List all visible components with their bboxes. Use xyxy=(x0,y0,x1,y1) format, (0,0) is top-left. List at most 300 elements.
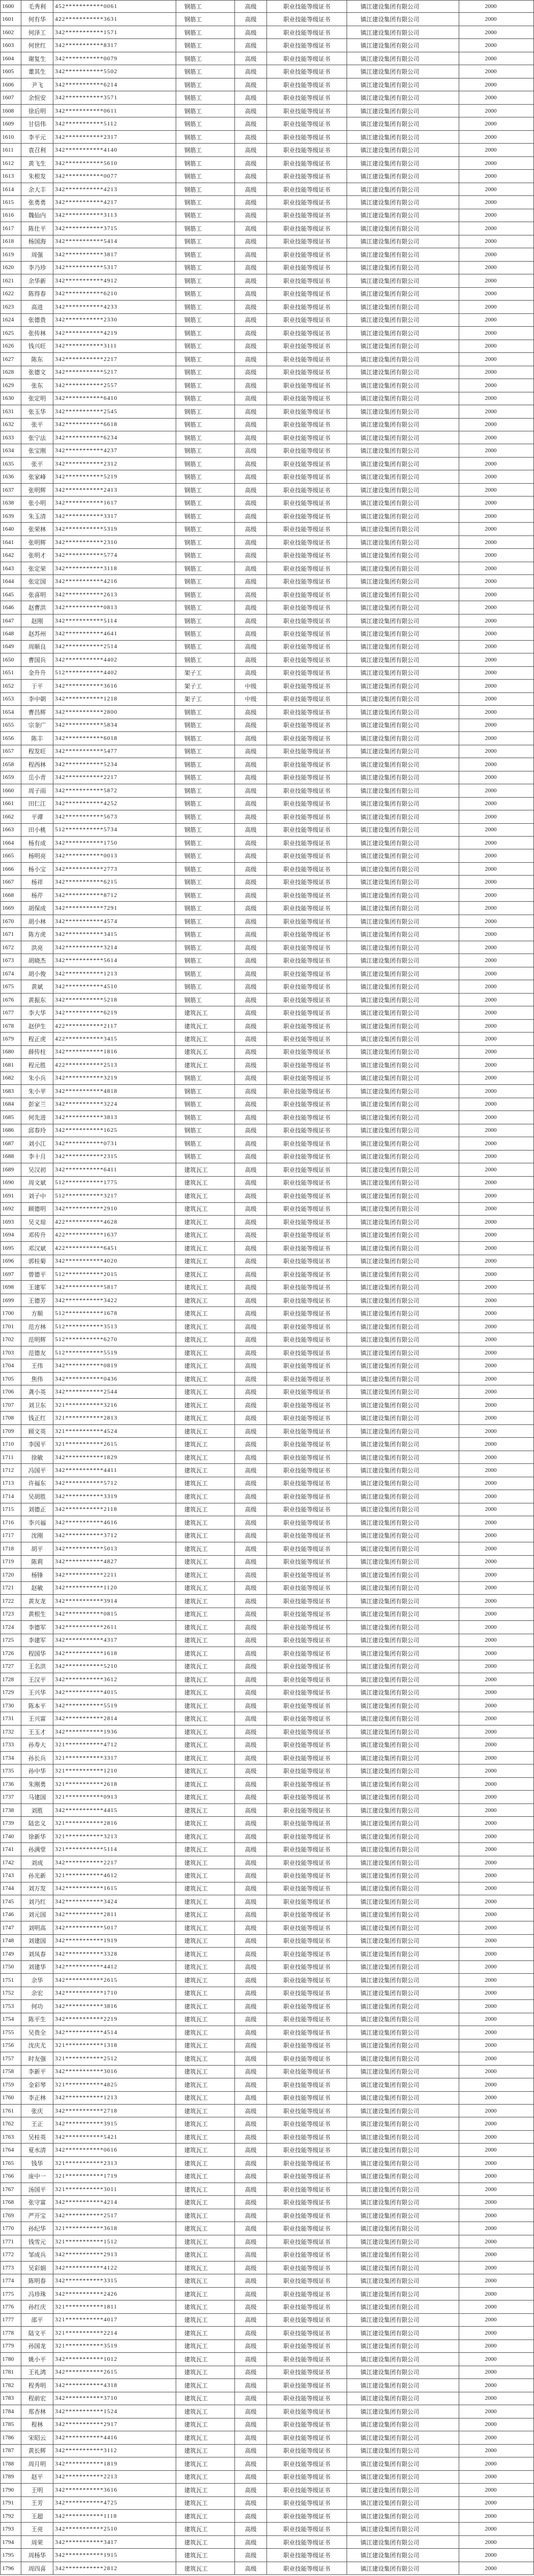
cell-company: 镇江建设集团有限公司 xyxy=(347,2196,459,2208)
cell-certificate: 职业技能等级证书 xyxy=(267,1046,347,1058)
cell-level: 高级 xyxy=(235,667,267,679)
cell-occupation: 建筑瓦工 xyxy=(176,1738,235,1751)
cell-level: 中级 xyxy=(235,693,267,705)
cell-row-number: 1684 xyxy=(0,1098,21,1110)
cell-amount: 2000 xyxy=(459,1451,534,1463)
cell-row-number: 1680 xyxy=(0,1046,21,1058)
cell-certificate: 职业技能等级证书 xyxy=(267,52,347,65)
cell-company: 镇江建设集团有限公司 xyxy=(347,327,459,339)
cell-level: 高级 xyxy=(235,1373,267,1385)
table-row xyxy=(0,327,534,340)
cell-row-number: 1606 xyxy=(0,78,21,91)
cell-level: 高级 xyxy=(235,2484,267,2496)
cell-row-number: 1716 xyxy=(0,1516,21,1529)
cell-occupation: 钢筋工 xyxy=(176,458,235,470)
cell-company: 镇江建设集团有限公司 xyxy=(347,1634,459,1647)
cell-level: 高级 xyxy=(235,849,267,862)
cell-row-number: 1677 xyxy=(0,1006,21,1019)
cell-amount: 2000 xyxy=(459,157,534,169)
cell-name: 顾文英 xyxy=(21,1425,53,1437)
cell-level: 高级 xyxy=(235,1020,267,1032)
cell-amount: 2000 xyxy=(459,863,534,875)
cell-amount: 2000 xyxy=(459,405,534,417)
cell-row-number: 1633 xyxy=(0,431,21,444)
cell-certificate: 职业技能等级证书 xyxy=(267,2131,347,2143)
cell-certificate: 职业技能等级证书 xyxy=(267,1530,347,1542)
cell-company: 镇江建设集团有限公司 xyxy=(347,2235,459,2248)
cell-level: 高级 xyxy=(235,1229,267,1241)
cell-level: 高级 xyxy=(235,889,267,901)
cell-amount: 2000 xyxy=(459,1333,534,1345)
cell-certificate: 职业技能等级证书 xyxy=(267,274,347,287)
cell-amount: 2000 xyxy=(459,2105,534,2117)
cell-amount: 2000 xyxy=(459,1255,534,1267)
cell-amount: 2000 xyxy=(459,1673,534,1685)
cell-company: 镇江建设集团有限公司 xyxy=(347,1,459,12)
cell-level: 高级 xyxy=(235,288,267,300)
cell-certificate: 职业技能等级证书 xyxy=(267,405,347,417)
cell-name: 刘明高 xyxy=(21,1921,53,1934)
table-row xyxy=(0,1399,534,1412)
cell-name: 周子雨 xyxy=(21,784,53,797)
cell-level: 高级 xyxy=(235,2457,267,2470)
table-row xyxy=(0,784,534,797)
cell-company: 镇江建设集团有限公司 xyxy=(347,1216,459,1228)
cell-row-number: 1757 xyxy=(0,2052,21,2065)
cell-id-number: 342***********5218 xyxy=(53,994,176,1006)
cell-level: 高级 xyxy=(235,183,267,195)
cell-name: 严开宝 xyxy=(21,2209,53,2221)
cell-id-number: 342***********4912 xyxy=(53,274,176,287)
cell-company: 镇江建设集团有限公司 xyxy=(347,523,459,535)
cell-row-number: 1610 xyxy=(0,131,21,143)
cell-company: 镇江建设集团有限公司 xyxy=(347,1137,459,1149)
table-row xyxy=(0,1059,534,1072)
cell-level: 高级 xyxy=(235,1804,267,1816)
cell-name: 杨有成 xyxy=(21,837,53,849)
cell-company: 镇江建设集团有限公司 xyxy=(347,2379,459,2391)
cell-name: 程元胜 xyxy=(21,1059,53,1071)
cell-amount: 2000 xyxy=(459,2445,534,2457)
cell-name: 王芳 xyxy=(21,2497,53,2509)
cell-company: 镇江建设集团有限公司 xyxy=(347,405,459,417)
cell-company: 镇江建设集团有限公司 xyxy=(347,1647,459,1659)
cell-level: 高级 xyxy=(235,1738,267,1751)
cell-amount: 2000 xyxy=(459,2000,534,2012)
cell-amount: 2000 xyxy=(459,1359,534,1372)
cell-occupation: 钢筋工 xyxy=(176,209,235,222)
cell-name: 邱春玲 xyxy=(21,1124,53,1137)
cell-amount: 2000 xyxy=(459,2262,534,2274)
cell-amount: 2000 xyxy=(459,1151,534,1163)
cell-name: 何世红 xyxy=(21,39,53,51)
cell-amount: 2000 xyxy=(459,353,534,365)
cell-certificate: 职业技能等级证书 xyxy=(267,1974,347,1986)
cell-company: 镇江建设集团有限公司 xyxy=(347,392,459,405)
cell-company: 镇江建设集团有限公司 xyxy=(347,1177,459,1189)
cell-id-number: 342***********1213 xyxy=(53,2092,176,2104)
cell-certificate: 职业技能等级证书 xyxy=(267,2484,347,2496)
table-row xyxy=(0,2039,534,2052)
cell-amount: 2000 xyxy=(459,288,534,300)
cell-level: 高级 xyxy=(235,1320,267,1333)
cell-name: 陈方虎 xyxy=(21,928,53,940)
cell-row-number: 1608 xyxy=(0,105,21,117)
cell-level: 高级 xyxy=(235,1111,267,1123)
cell-level: 高级 xyxy=(235,575,267,587)
cell-name: 陈仕平 xyxy=(21,222,53,234)
cell-certificate: 职业技能等级证书 xyxy=(267,1438,347,1450)
cell-name: 余宏 xyxy=(21,1987,53,1999)
cell-company: 镇江建设集团有限公司 xyxy=(347,2144,459,2156)
cell-id-number: 342***********2545 xyxy=(53,405,176,417)
cell-certificate: 职业技能等级证书 xyxy=(267,366,347,379)
cell-occupation: 建筑瓦工 xyxy=(176,1791,235,1803)
table-row xyxy=(0,235,534,248)
cell-occupation: 建筑瓦工 xyxy=(176,1399,235,1411)
cell-amount: 2000 xyxy=(459,615,534,627)
cell-name: 刘小江 xyxy=(21,1137,53,1149)
table-row xyxy=(0,1569,534,1581)
cell-row-number: 1775 xyxy=(0,2288,21,2300)
cell-occupation: 建筑瓦工 xyxy=(176,2536,235,2548)
cell-certificate: 职业技能等级证书 xyxy=(267,1634,347,1647)
cell-row-number: 1732 xyxy=(0,1726,21,1738)
cell-id-number: 342***********2615 xyxy=(53,1974,176,1986)
cell-row-number: 1778 xyxy=(0,2327,21,2339)
cell-company: 镇江建设集团有限公司 xyxy=(347,1124,459,1137)
cell-amount: 2000 xyxy=(459,1961,534,1973)
cell-company: 镇江建设集团有限公司 xyxy=(347,994,459,1006)
cell-company: 镇江建设集团有限公司 xyxy=(347,2262,459,2274)
cell-amount: 2000 xyxy=(459,1869,534,1881)
table-row xyxy=(0,431,534,444)
table-row xyxy=(0,1530,534,1542)
cell-amount: 2000 xyxy=(459,2131,534,2143)
table-row xyxy=(0,1712,534,1725)
table-row xyxy=(0,902,534,915)
cell-row-number: 1640 xyxy=(0,523,21,535)
cell-company: 镇江建设集团有限公司 xyxy=(347,2066,459,2078)
cell-level: 高级 xyxy=(235,758,267,770)
cell-amount: 2000 xyxy=(459,2026,534,2038)
cell-amount: 2000 xyxy=(459,78,534,91)
cell-amount: 2000 xyxy=(459,1242,534,1254)
table-row xyxy=(0,26,534,39)
cell-company: 镇江建设集团有限公司 xyxy=(347,1320,459,1333)
cell-certificate: 职业技能等级证书 xyxy=(267,470,347,483)
cell-company: 镇江建设集团有限公司 xyxy=(347,52,459,65)
cell-level: 高级 xyxy=(235,78,267,91)
cell-occupation: 钢筋工 xyxy=(176,183,235,195)
cell-id-number: 342***********3113 xyxy=(53,209,176,222)
cell-occupation: 建筑瓦工 xyxy=(176,1516,235,1529)
cell-occupation: 钢筋工 xyxy=(176,105,235,117)
cell-id-number: 342***********2426 xyxy=(53,2288,176,2300)
cell-occupation: 建筑瓦工 xyxy=(176,1699,235,1712)
cell-name: 曹昌辉 xyxy=(21,706,53,718)
cell-row-number: 1786 xyxy=(0,2431,21,2444)
cell-row-number: 1699 xyxy=(0,1294,21,1306)
cell-company: 镇江建设集团有限公司 xyxy=(347,1359,459,1372)
cell-id-number: 342***********2219 xyxy=(53,2013,176,2026)
cell-amount: 2000 xyxy=(459,1882,534,1895)
cell-amount: 2000 xyxy=(459,262,534,274)
table-row xyxy=(0,2262,534,2274)
cell-row-number: 1782 xyxy=(0,2379,21,2391)
cell-company: 镇江建设集团有限公司 xyxy=(347,2471,459,2483)
cell-level: 高级 xyxy=(235,1764,267,1777)
cell-id-number: 321***********1811 xyxy=(53,2301,176,2313)
table-row xyxy=(0,1948,534,1960)
cell-company: 镇江建设集团有限公司 xyxy=(347,1490,459,1502)
cell-level: 高级 xyxy=(235,876,267,888)
table-row xyxy=(0,1477,534,1490)
cell-occupation: 建筑瓦工 xyxy=(176,2392,235,2405)
table-row xyxy=(0,470,534,483)
cell-certificate: 职业技能等级证书 xyxy=(267,1020,347,1032)
cell-occupation: 建筑瓦工 xyxy=(176,2196,235,2208)
cell-name: 李乃珍 xyxy=(21,262,53,274)
cell-name: 王明 xyxy=(21,2484,53,2496)
cell-id-number: 342***********2812 xyxy=(53,2562,176,2574)
cell-amount: 2000 xyxy=(459,1738,534,1751)
cell-certificate: 职业技能等级证书 xyxy=(267,745,347,758)
cell-row-number: 1613 xyxy=(0,170,21,182)
cell-company: 镇江建设集团有限公司 xyxy=(347,2314,459,2326)
cell-certificate: 职业技能等级证书 xyxy=(267,719,347,731)
cell-level: 高级 xyxy=(235,2026,267,2038)
cell-company: 镇江建设集团有限公司 xyxy=(347,1530,459,1542)
cell-company: 镇江建设集团有限公司 xyxy=(347,1830,459,1842)
cell-row-number: 1683 xyxy=(0,1085,21,1097)
cell-name: 邹成兵 xyxy=(21,2248,53,2260)
cell-company: 镇江建设集团有限公司 xyxy=(347,1764,459,1777)
cell-company: 镇江建设集团有限公司 xyxy=(347,235,459,248)
cell-level: 高级 xyxy=(235,1948,267,1960)
cell-level: 高级 xyxy=(235,1752,267,1764)
cell-certificate: 职业技能等级证书 xyxy=(267,1385,347,1398)
cell-occupation: 建筑瓦工 xyxy=(176,2026,235,2038)
cell-id-number: 342***********6219 xyxy=(53,1006,176,1019)
cell-amount: 2000 xyxy=(459,2144,534,2156)
cell-id-number: 342***********4412 xyxy=(53,1961,176,1973)
table-row xyxy=(0,117,534,130)
cell-level: 高级 xyxy=(235,2000,267,2012)
cell-occupation: 钢筋工 xyxy=(176,732,235,744)
cell-row-number: 1710 xyxy=(0,1438,21,1450)
cell-id-number: 342***********3817 xyxy=(53,248,176,261)
cell-row-number: 1638 xyxy=(0,497,21,509)
cell-level: 高级 xyxy=(235,444,267,456)
cell-certificate: 职业技能等级证书 xyxy=(267,2523,347,2535)
cell-occupation: 钢筋工 xyxy=(176,824,235,836)
cell-name: 薛传柱 xyxy=(21,1046,53,1058)
table-row xyxy=(0,1307,534,1320)
cell-certificate: 职业技能等级证书 xyxy=(267,2026,347,2038)
cell-company: 镇江建设集团有限公司 xyxy=(347,1895,459,1908)
cell-amount: 2000 xyxy=(459,196,534,208)
cell-level: 高级 xyxy=(235,1569,267,1581)
cell-name: 王正 xyxy=(21,2117,53,2130)
cell-amount: 2000 xyxy=(459,2301,534,2313)
table-row xyxy=(0,2117,534,2130)
cell-occupation: 钢筋工 xyxy=(176,641,235,653)
cell-name: 周月明 xyxy=(21,2457,53,2470)
table-row xyxy=(0,2497,534,2510)
cell-company: 镇江建设集团有限公司 xyxy=(347,1804,459,1816)
cell-occupation: 建筑瓦工 xyxy=(176,2157,235,2169)
cell-row-number: 1647 xyxy=(0,615,21,627)
cell-level: 高级 xyxy=(235,1,267,12)
cell-id-number: 342***********5414 xyxy=(53,235,176,248)
cell-occupation: 建筑瓦工 xyxy=(176,2288,235,2300)
cell-amount: 2000 xyxy=(459,1660,534,1673)
cell-row-number: 1733 xyxy=(0,1738,21,1751)
cell-amount: 2000 xyxy=(459,274,534,287)
cell-occupation: 建筑瓦工 xyxy=(176,1673,235,1685)
cell-level: 高级 xyxy=(235,1242,267,1254)
table-row xyxy=(0,2157,534,2170)
table-row xyxy=(0,1556,534,1569)
table-row xyxy=(0,1660,534,1673)
cell-row-number: 1753 xyxy=(0,2000,21,2012)
cell-amount: 2000 xyxy=(459,1006,534,1019)
table-row xyxy=(0,1281,534,1294)
cell-name: 张荣林 xyxy=(21,523,53,535)
cell-level: 高级 xyxy=(235,1490,267,1502)
cell-level: 高级 xyxy=(235,771,267,784)
cell-level: 高级 xyxy=(235,458,267,470)
table-row xyxy=(0,1346,534,1359)
cell-row-number: 1755 xyxy=(0,2026,21,2038)
cell-id-number: 342***********2330 xyxy=(53,314,176,326)
cell-amount: 2000 xyxy=(459,627,534,640)
table-row xyxy=(0,1856,534,1869)
cell-amount: 2000 xyxy=(459,1909,534,1921)
cell-row-number: 1648 xyxy=(0,627,21,640)
table-row xyxy=(0,1921,534,1934)
cell-company: 镇江建设集团有限公司 xyxy=(347,863,459,875)
table-row xyxy=(0,889,534,902)
cell-occupation: 建筑瓦工 xyxy=(176,1216,235,1228)
cell-name: 钱兴旺 xyxy=(21,340,53,352)
cell-amount: 2000 xyxy=(459,144,534,156)
cell-company: 镇江建设集团有限公司 xyxy=(347,1373,459,1385)
cell-amount: 2000 xyxy=(459,1085,534,1097)
cell-company: 镇江建设集团有限公司 xyxy=(347,1556,459,1568)
cell-level: 高级 xyxy=(235,13,267,25)
cell-certificate: 职业技能等级证书 xyxy=(267,209,347,222)
cell-name: 张定明 xyxy=(21,392,53,405)
cell-occupation: 钢筋工 xyxy=(176,1151,235,1163)
table-row xyxy=(0,719,534,732)
cell-company: 镇江建设集团有限公司 xyxy=(347,2274,459,2287)
cell-occupation: 钢筋工 xyxy=(176,144,235,156)
cell-level: 高级 xyxy=(235,2078,267,2091)
cell-company: 镇江建设集团有限公司 xyxy=(347,902,459,914)
cell-row-number: 1687 xyxy=(0,1137,21,1149)
cell-name: 姚小平 xyxy=(21,2353,53,2365)
cell-certificate: 职业技能等级证书 xyxy=(267,1281,347,1293)
cell-row-number: 1661 xyxy=(0,798,21,810)
cell-amount: 2000 xyxy=(459,732,534,744)
cell-amount: 2000 xyxy=(459,2092,534,2104)
cell-row-number: 1727 xyxy=(0,1660,21,1673)
cell-id-number: 342***********0815 xyxy=(53,1608,176,1620)
cell-certificate: 职业技能等级证书 xyxy=(267,288,347,300)
cell-name: 张东 xyxy=(21,379,53,391)
cell-id-number: 342***********4827 xyxy=(53,1556,176,1568)
cell-amount: 2000 xyxy=(459,2562,534,2574)
cell-occupation: 建筑瓦工 xyxy=(176,1974,235,1986)
table-row xyxy=(0,209,534,222)
cell-id-number: 342***********6018 xyxy=(53,732,176,744)
cell-row-number: 1654 xyxy=(0,706,21,718)
cell-certificate: 职业技能等级证书 xyxy=(267,1686,347,1698)
cell-certificate: 职业技能等级证书 xyxy=(267,131,347,143)
cell-level: 高级 xyxy=(235,706,267,718)
cell-id-number: 342***********4510 xyxy=(53,980,176,992)
cell-company: 镇江建设集团有限公司 xyxy=(347,458,459,470)
cell-level: 高级 xyxy=(235,274,267,287)
cell-row-number: 1719 xyxy=(0,1556,21,1568)
cell-company: 镇江建设集团有限公司 xyxy=(347,1608,459,1620)
cell-company: 镇江建设集团有限公司 xyxy=(347,1660,459,1673)
cell-name: 张明才 xyxy=(21,549,53,561)
cell-level: 高级 xyxy=(235,2405,267,2417)
cell-occupation: 钢筋工 xyxy=(176,470,235,483)
table-row xyxy=(0,2536,534,2549)
cell-row-number: 1618 xyxy=(0,235,21,248)
cell-name: 邵平 xyxy=(21,2314,53,2326)
cell-row-number: 1665 xyxy=(0,849,21,862)
table-row xyxy=(0,1791,534,1803)
cell-name: 张庆 xyxy=(21,2105,53,2117)
cell-amount: 2000 xyxy=(459,1542,534,1555)
cell-name: 何功 xyxy=(21,2000,53,2012)
cell-occupation: 建筑瓦工 xyxy=(176,2183,235,2195)
cell-level: 高级 xyxy=(235,719,267,731)
cell-level: 高级 xyxy=(235,1882,267,1895)
cell-certificate: 职业技能等级证书 xyxy=(267,1151,347,1163)
cell-id-number: 342***********5673 xyxy=(53,810,176,823)
cell-id-number: 321***********1210 xyxy=(53,1764,176,1777)
cell-level: 高级 xyxy=(235,1059,267,1071)
cell-id-number: 342***********1524 xyxy=(53,2405,176,2417)
cell-level: 高级 xyxy=(235,2262,267,2274)
cell-id-number: 342***********4233 xyxy=(53,301,176,313)
cell-occupation: 钢筋工 xyxy=(176,954,235,966)
cell-amount: 2000 xyxy=(459,2484,534,2496)
cell-amount: 2000 xyxy=(459,1791,534,1803)
cell-name: 王兴富 xyxy=(21,1712,53,1724)
table-row xyxy=(0,954,534,967)
cell-company: 镇江建设集团有限公司 xyxy=(347,627,459,640)
table-row xyxy=(0,928,534,941)
cell-amount: 2000 xyxy=(459,419,534,431)
cell-certificate: 职业技能等级证书 xyxy=(267,2052,347,2065)
cell-level: 高级 xyxy=(235,2209,267,2221)
cell-amount: 2000 xyxy=(459,994,534,1006)
cell-certificate: 职业技能等级证书 xyxy=(267,1124,347,1137)
cell-company: 镇江建设集团有限公司 xyxy=(347,1006,459,1019)
cell-occupation: 钢筋工 xyxy=(176,222,235,234)
table-row xyxy=(0,1255,534,1268)
cell-occupation: 建筑瓦工 xyxy=(176,1764,235,1777)
cell-level: 高级 xyxy=(235,484,267,496)
table-row xyxy=(0,39,534,52)
